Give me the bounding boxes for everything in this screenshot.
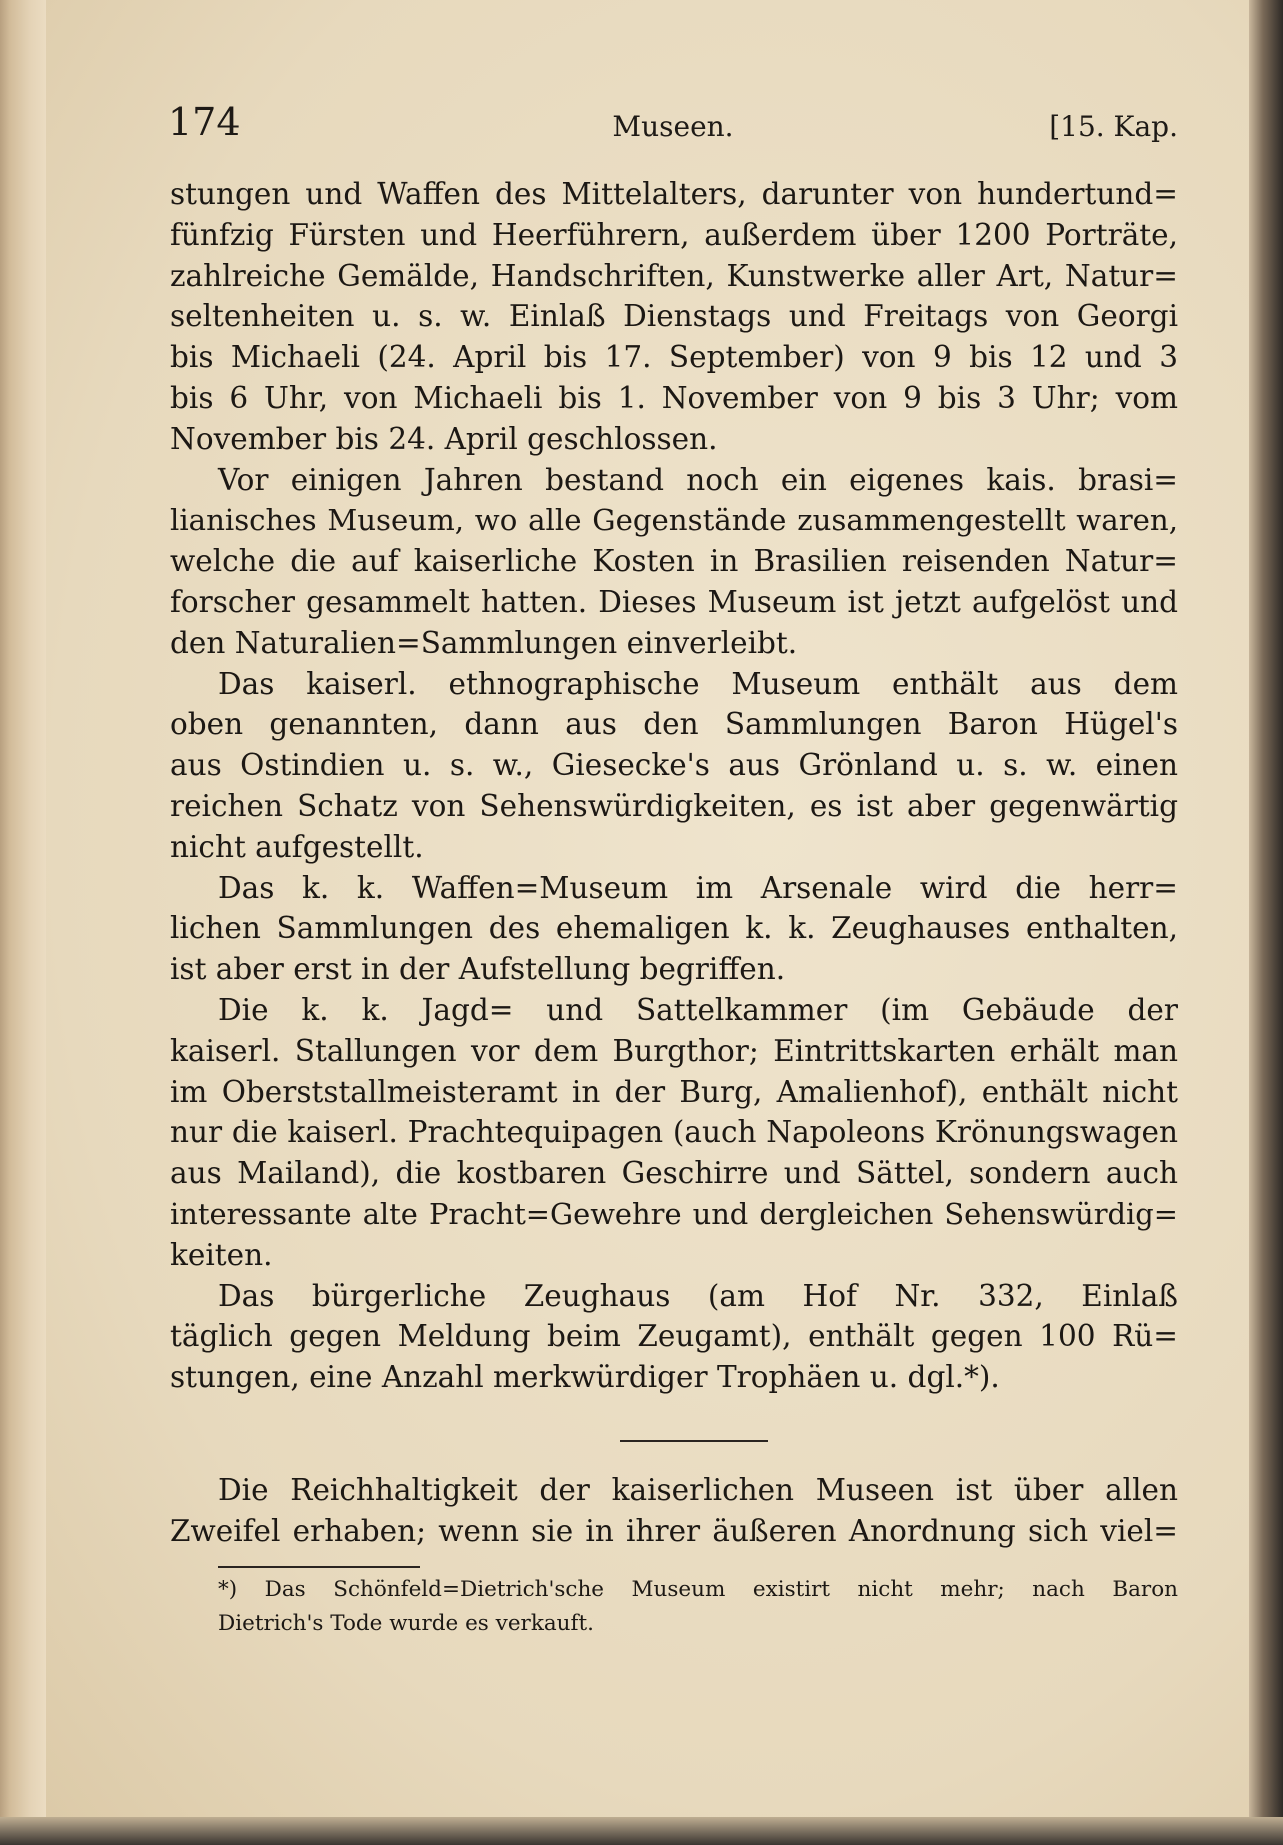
paragraph	[170, 664, 1178, 868]
text-line: Vor einigen Jahren bestand noch ein eigenes kais. brasi=	[218, 462, 1178, 497]
running-title: Museen.	[612, 110, 734, 143]
text-line: nur die kaiserl. Prachtequipagen (auch Napoleons Krönungswagen	[170, 1115, 1178, 1150]
footnote-line: *) Das Schönfeld=Dietrich'sche Museum existirt nicht mehr; nach Baron	[218, 1577, 1178, 1602]
text-line: welche die auf kaiserliche Kosten in Brasilien reisenden Natur=	[170, 544, 1178, 579]
footnote-divider	[218, 1566, 420, 1568]
text-line: November bis 24. April geschlossen.	[170, 421, 718, 456]
text-line: oben genannten, dann aus den Sammlungen Baron Hügel's	[170, 707, 1178, 742]
text-line: lianisches Museum, wo alle Gegenstände zusammengestellt waren,	[170, 503, 1178, 538]
text-line: im Oberststallmeisteramt in der Burg, Amalienhof), enthält nicht	[170, 1074, 1178, 1109]
body-text	[170, 174, 1178, 1398]
paragraph	[170, 460, 1178, 664]
text-line: reichen Schatz von Sehenswürdigkeiten, es ist aber gegenwärtig	[170, 788, 1178, 823]
text-line: Das k. k. Waffen=Museum im Arsenale wird die herr=	[218, 870, 1178, 905]
text-line: Das bürgerliche Zeughaus (am Hof Nr. 332, Einlaß	[218, 1278, 1178, 1313]
text-line: täglich gegen Meldung beim Zeugamt), enthält gegen 100 Rü=	[170, 1319, 1178, 1354]
text-line: interessante alte Pracht=Gewehre und dergleichen Sehenswürdig=	[170, 1196, 1178, 1231]
book-bottom-edge	[0, 1817, 1283, 1845]
page-number: 174	[168, 100, 241, 144]
page-header	[168, 100, 1178, 148]
text-line: keiten.	[170, 1237, 273, 1272]
text-line: nicht aufgestellt.	[170, 829, 424, 864]
section-divider	[620, 1440, 768, 1442]
text-line: Das kaiserl. ethnographische Museum enthält aus dem	[218, 666, 1178, 701]
footnote-line: Dietrich's Tode wurde es verkauft.	[218, 1611, 594, 1636]
text-line: forscher gesammelt hatten. Dieses Museum ist jetzt aufgelöst und	[170, 584, 1178, 619]
text-line: aus Ostindien u. s. w., Giesecke's aus Grönland u. s. w. einen	[170, 748, 1178, 783]
book-gutter-edge	[0, 0, 46, 1845]
text-line: Die Reichhaltigkeit der kaiserlichen Museen ist über allen	[218, 1473, 1178, 1507]
text-line: stungen und Waffen des Mittelalters, darunter von hundertund=	[170, 177, 1178, 211]
paragraph	[170, 990, 1178, 1276]
text-line: stungen, eine Anzahl merkwürdiger Trophäen u. dgl.*).	[170, 1360, 1000, 1395]
text-line: aus Mailand), die kostbaren Geschirre und Sättel, sondern auch	[170, 1156, 1178, 1191]
text-line: Zweifel erhaben; wenn sie in ihrer äußeren Anordnung sich viel=	[170, 1514, 1178, 1548]
text-line: bis Michaeli (24. April bis 17. September) von 9 bis 12 und 3	[170, 340, 1178, 375]
text-line: ist aber erst in der Aufstellung begriffen.	[170, 952, 786, 987]
text-line: lichen Sammlungen des ehemaligen k. k. Zeughauses enthalten,	[170, 911, 1178, 946]
continuation-paragraph	[170, 1470, 1178, 1552]
text-line: zahlreiche Gemälde, Handschriften, Kunstwerke aller Art, Natur=	[170, 258, 1178, 293]
text-line: seltenheiten u. s. w. Einlaß Dienstags und Freitags von Georgi	[170, 299, 1178, 334]
text-line: Die k. k. Jagd= und Sattelkammer (im Gebäude der	[218, 992, 1178, 1027]
text-line: bis 6 Uhr, von Michaeli bis 1. November von 9 bis 3 Uhr; vom	[170, 380, 1178, 415]
paragraph	[170, 868, 1178, 990]
book-page-edge	[1249, 0, 1283, 1845]
text-line: den Naturalien=Sammlungen einverleibt.	[170, 625, 798, 660]
paragraph	[170, 174, 1178, 460]
text-line: fünfzig Fürsten und Heerführern, außerdem über 1200 Porträte,	[170, 217, 1178, 252]
footnote	[218, 1573, 1178, 1641]
chapter-reference: [15. Kap.	[1049, 110, 1178, 143]
text-line: kaiserl. Stallungen vor dem Burgthor; Eintrittskarten erhält man	[170, 1033, 1178, 1068]
paragraph	[170, 1276, 1178, 1398]
